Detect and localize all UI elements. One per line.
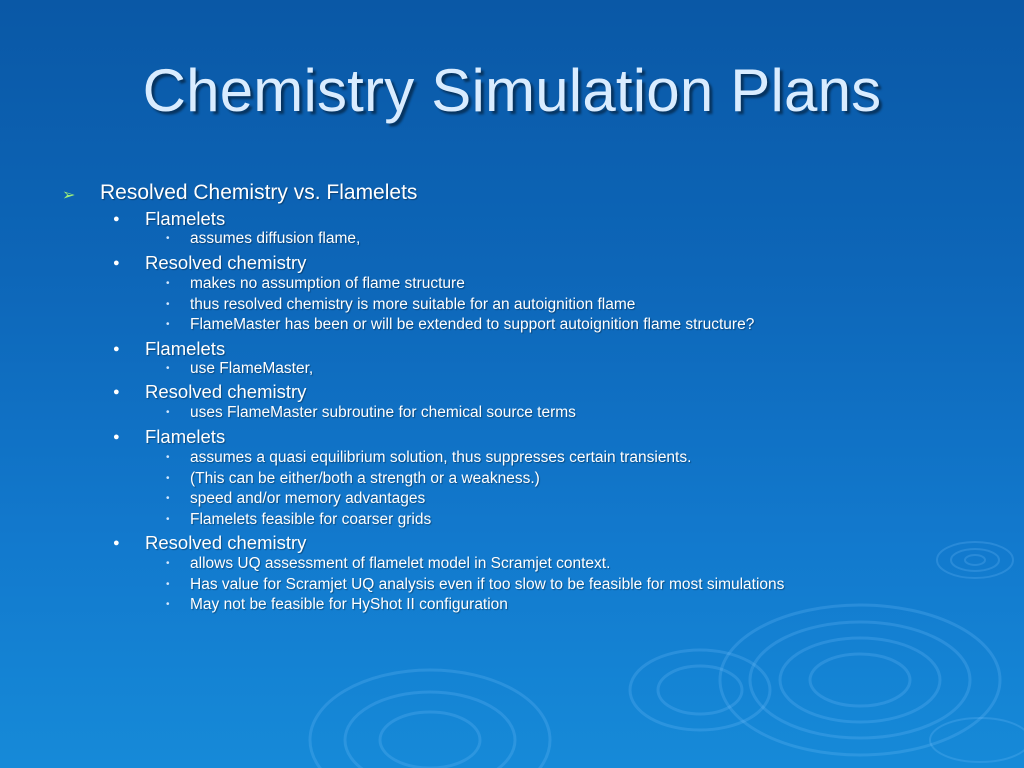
- bullet-text-level-2: Flamelets: [145, 208, 226, 229]
- small-dot-bullet-icon: •: [166, 514, 170, 525]
- small-dot-bullet-icon: •: [166, 493, 170, 504]
- bullet-text-level-3: speed and/or memory advantages: [190, 490, 426, 507]
- bullet-text-level-3: assumes a quasi equilibrium solution, thus suppresses certain transients.: [190, 449, 692, 466]
- small-dot-bullet-icon: •: [166, 319, 170, 330]
- dot-bullet-icon: ●: [113, 431, 120, 443]
- dot-bullet-icon: ●: [113, 343, 120, 355]
- arrow-bullet-icon: ➢: [62, 187, 76, 204]
- bullet-text-level-3: uses FlameMaster subroutine for chemical source terms: [190, 404, 576, 421]
- small-dot-bullet-icon: •: [166, 407, 170, 418]
- small-dot-bullet-icon: •: [166, 278, 170, 289]
- small-dot-bullet-icon: •: [166, 558, 170, 569]
- bullet-text-level-3: use FlameMaster,: [190, 360, 314, 377]
- bullet-text-level-1: Resolved Chemistry vs. Flamelets: [100, 181, 418, 204]
- bullet-text-level-2: Resolved chemistry: [145, 381, 307, 402]
- bullet-text-level-3: allows UQ assessment of flamelet model in Scramjet context.: [190, 555, 611, 572]
- small-dot-bullet-icon: •: [166, 363, 170, 374]
- small-dot-bullet-icon: •: [166, 579, 170, 590]
- bullet-text-level-2: Flamelets: [145, 338, 226, 359]
- small-dot-bullet-icon: •: [166, 452, 170, 463]
- bullet-text-level-3: makes no assumption of flame structure: [190, 275, 465, 292]
- bullet-text-level-2: Flamelets: [145, 426, 226, 447]
- dot-bullet-icon: ●: [113, 537, 120, 549]
- dot-bullet-icon: ●: [113, 213, 120, 225]
- bullet-text-level-2: Resolved chemistry: [145, 252, 307, 273]
- bullet-text-level-3: Has value for Scramjet UQ analysis even if too slow to be feasible for most simulations: [190, 576, 785, 593]
- bullet-text-level-3: thus resolved chemistry is more suitable for an autoignition flame: [190, 296, 636, 313]
- small-dot-bullet-icon: •: [166, 599, 170, 610]
- bullet-text-level-3: (This can be either/both a strength or a weakness.): [190, 470, 540, 487]
- small-dot-bullet-icon: •: [166, 299, 170, 310]
- bullet-text-level-3: assumes diffusion flame,: [190, 230, 361, 247]
- bullet-text-level-3: May not be feasible for HyShot II configuration: [190, 596, 508, 613]
- bullet-text-level-3: Flamelets feasible for coarser grids: [190, 511, 432, 528]
- dot-bullet-icon: ●: [113, 257, 120, 269]
- slide-title: Chemistry Simulation Plans: [142, 57, 882, 124]
- small-dot-bullet-icon: •: [166, 473, 170, 484]
- small-dot-bullet-icon: •: [166, 233, 170, 244]
- bullet-text-level-3: FlameMaster has been or will be extended to support autoignition flame structure?: [190, 316, 755, 333]
- dot-bullet-icon: ●: [113, 386, 120, 398]
- bullet-text-level-2: Resolved chemistry: [145, 532, 307, 553]
